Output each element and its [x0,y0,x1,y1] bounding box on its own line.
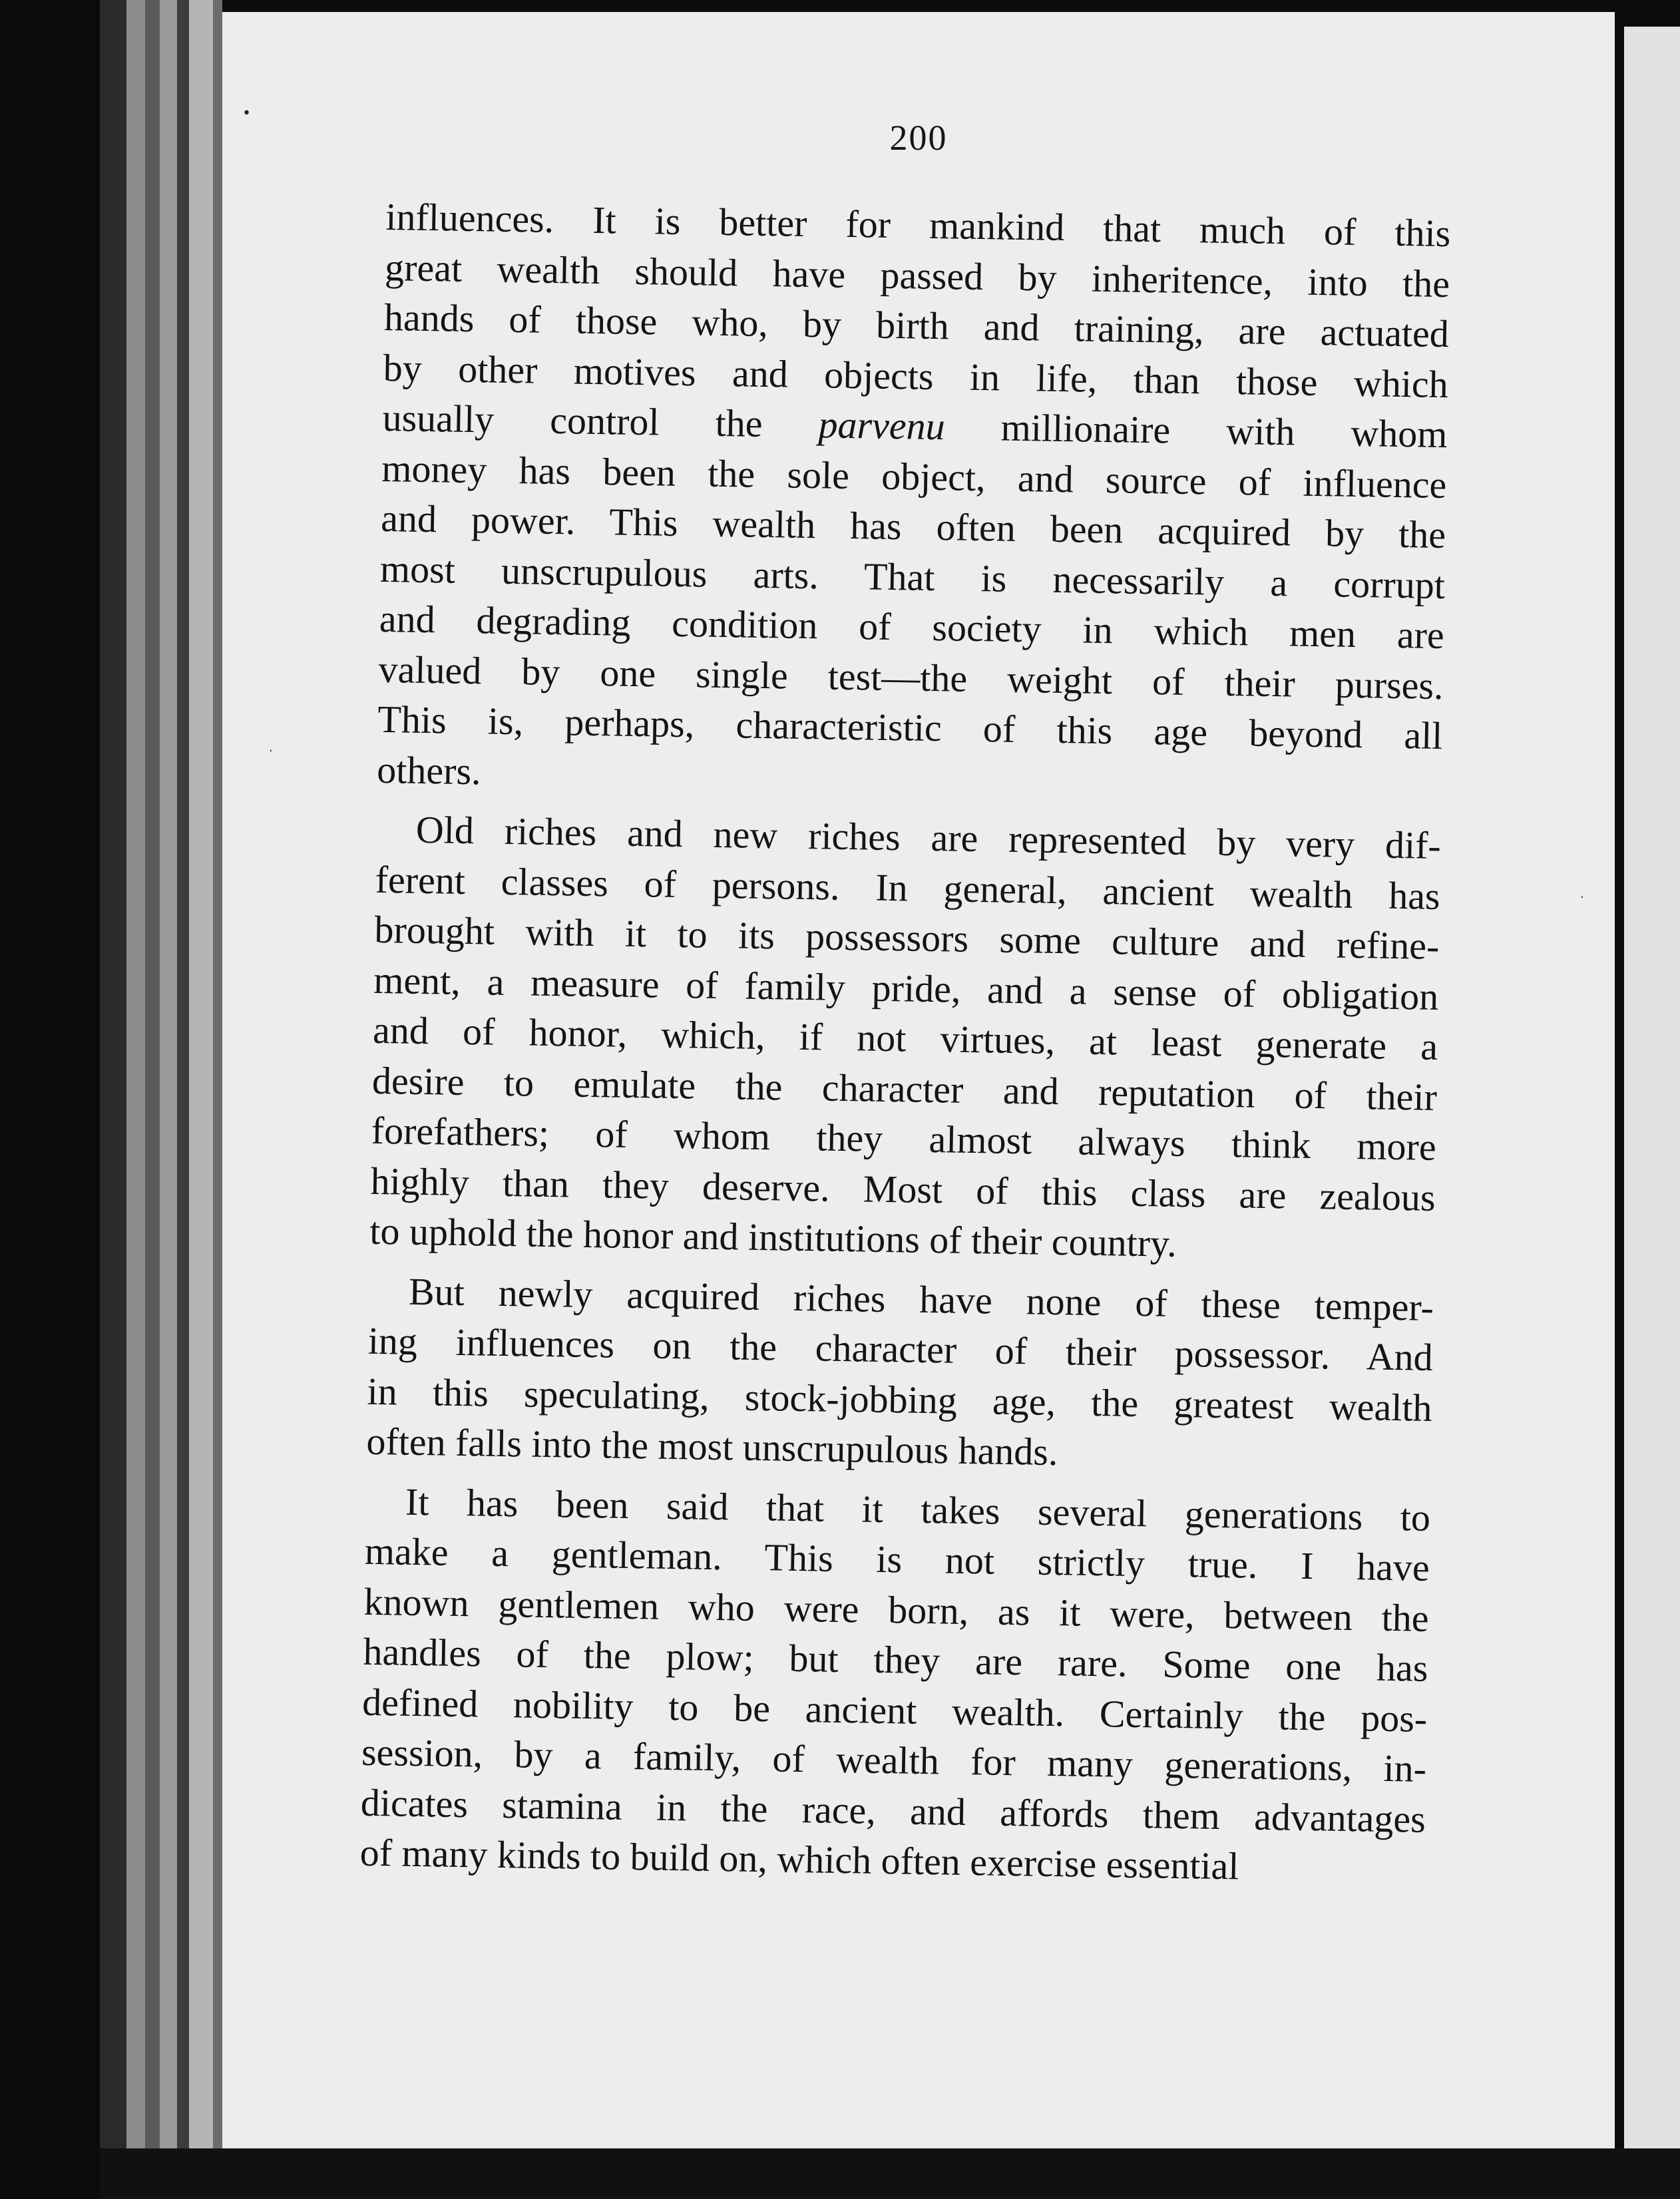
text-line: highly than they deserve. Most of this class are zealous [370,1159,1436,1219]
text-line: known gentlemen who were born, as it were, between the [363,1579,1430,1640]
text-line: Old riches and new riches are represented by very dif- [415,807,1442,868]
text-line: and power. This wealth has often been acquired by the [380,496,1446,557]
text-line: most unscrupulous arts. That is necessarily a corrupt [379,546,1446,607]
text-line: ing influences on the character of their possessor. And [367,1318,1434,1379]
text-line: and degrading condition of society in which men are [379,596,1445,658]
book-edge [213,0,222,2199]
text-line: influences. It is better for mankind that much of this [385,194,1451,256]
text-line: great wealth should have passed by inheritence, into the [384,245,1450,305]
text-line: handles of the plow; but they are rare. Some one has [363,1629,1428,1690]
book-edge [100,0,126,2199]
text-line: valued by one single test—the weight of their purses. [378,647,1444,707]
book-edge [189,0,213,2199]
text-line: others. [376,747,482,793]
italic-term: parvenu [818,403,946,449]
text-line: brought with it to its possessors some culture and refine- [374,907,1440,968]
page-sheet [222,12,1615,2148]
book-edge [145,0,160,2199]
text-line: often falls into the most unscrupulous hands. [365,1419,1058,1474]
text-line: It has been said that it takes several generations to [405,1480,1431,1539]
body-text [359,192,1451,1894]
scan-speck: · [1580,891,1584,904]
text-line: make a gentleman. This is not strictly true. I have [364,1529,1430,1589]
text-line: ferent classes of persons. In general, ancient wealth has [375,857,1441,918]
text-line: defined nobility to be ancient wealth. Certainly the pos- [361,1680,1428,1740]
book-edge [177,0,189,2199]
book-edge [126,0,145,2199]
text-line: This is, perhaps, characteristic of this age beyond all [377,697,1443,758]
text-line: dicates stamina in the race, and affords them advantages [360,1780,1426,1841]
text-line: But newly acquired riches have none of these temper- [408,1269,1434,1329]
text-line: ment, a measure of family pride, and a sense of obligation [373,958,1439,1018]
page-number: 200 [889,118,948,158]
text-line: and of honor, which, if not virtues, at least generate a [372,1008,1438,1068]
text-line: by other motives and objects in life, than those which [383,345,1449,406]
text-line: desire to emulate the character and reputation of their [371,1058,1438,1119]
facing-page-edge [1624,27,1680,2163]
text-line: of many kinds to build on, which often exercise essential [359,1830,1239,1888]
text-line: hands of those who, by birth and training, are actuated [383,295,1450,356]
text-line: money has been the sole object, and source of influence [381,446,1447,506]
text-line: session, by a family, of wealth for many generations, in- [361,1730,1427,1790]
book-edge [160,0,177,2199]
text-line: to uphold the honor and institutions of their country. [369,1209,1177,1265]
page-gutter [1615,0,1624,2199]
text-run: usually control the [382,395,819,447]
scan-speck: • [242,105,251,122]
text-run: millionaire with whom [945,405,1448,457]
text-line: in this speculating, stock-jobbing age, the greatest wealth [367,1369,1433,1430]
scan-speck: · [269,744,273,758]
bottom-shadow [100,2148,1680,2199]
text-line: forefathers; of whom they almost always think more [371,1108,1437,1169]
